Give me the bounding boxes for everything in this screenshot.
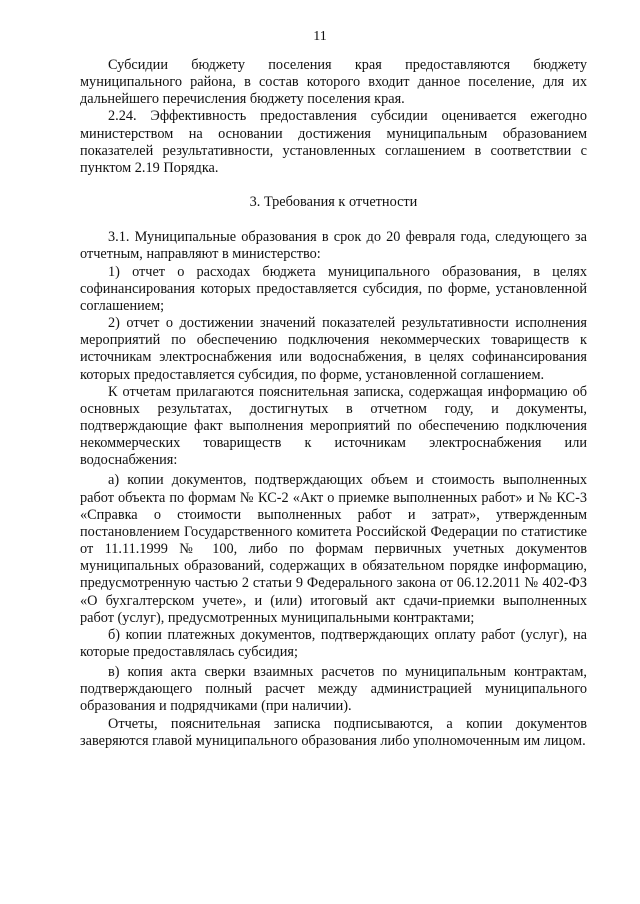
paragraph-subsidies-transfer: Субсидии бюджету поселения края предоставляются бюджету муниципального района, в состав которого входит данное поселение, для их дальнейшего перечисления бюджету поселения края.	[80, 57, 587, 108]
section-3-heading: 3. Требования к отчетности	[249, 194, 418, 211]
paragraph-signing: Отчеты, пояснительная записка подписываются, а копии документов заверяются главой муниципального образования либо уполномоченным им лицом.	[80, 715, 587, 749]
paragraph-3-1: 3.1. Муниципальные образования в срок до 20 февраля года, следующего за отчетным, направляют в министерство:	[80, 229, 587, 263]
page-number: 11	[313, 29, 327, 44]
list-item-1: 1) отчет о расходах бюджета муниципального образования, в целях софинансирования которых предоставляется субсидия, по форме, установленной соглашением;	[80, 263, 587, 314]
list-item-2: 2) отчет о достижении значений показателей результативности исполнения мероприятий по обеспечению подключения некоммерческих товариществ к источникам электроснабжения или водоснабжения, в целях софинансирования которых предоставляется субсидия, по форме, установленной соглашением.	[80, 315, 587, 383]
paragraph-attachments: К отчетам прилагаются пояснительная записка, содержащая информацию об основных результатах, достигнутых в отчетном году, и документы, подтверждающие факт выполнения мероприятий по обеспечению подключения некоммерческих товариществ к источникам электроснабжения или водоснабжения:	[80, 383, 587, 469]
list-item-a: а) копии документов, подтверждающих объем и стоимость выполненных работ объекта по формам № КС-2 «Акт о приемке выполненных работ» и № КС-3 «Справка о стоимости выполненных работ и затрат», утвержденным постановлением Государственного комитета Российской Федерации по статистике от 11.11.1999 № 100, либо по формам первичных учетных документов муниципальных образований, содержащих в обязательном порядке информацию, предусмотренную частью 2 статьи 9 Федерального закона от 06.12.2011 № 402-ФЗ «О бухгалтерском учете», и (или) итоговый акт сдачи-приемки выполненных работ (услуг), предусмотренных муниципальными контрактами;	[80, 472, 587, 626]
list-item-v: в) копия акта сверки взаимных расчетов по муниципальным контрактам, подтверждающего полный расчет между администрацией муниципального образования и подрядчиками (при наличии).	[80, 664, 587, 715]
document-body	[80, 57, 587, 750]
paragraph-2-24: 2.24. Эффективность предоставления субсидии оценивается ежегодно министерством на основании достижения муниципальным образованием показателей результативности, установленных соглашением в соответствии с пунктом 2.19 Порядка.	[80, 108, 587, 176]
list-item-b: б) копии платежных документов, подтверждающих оплату работ (услуг), на которые предоставлялась субсидия;	[80, 626, 587, 660]
